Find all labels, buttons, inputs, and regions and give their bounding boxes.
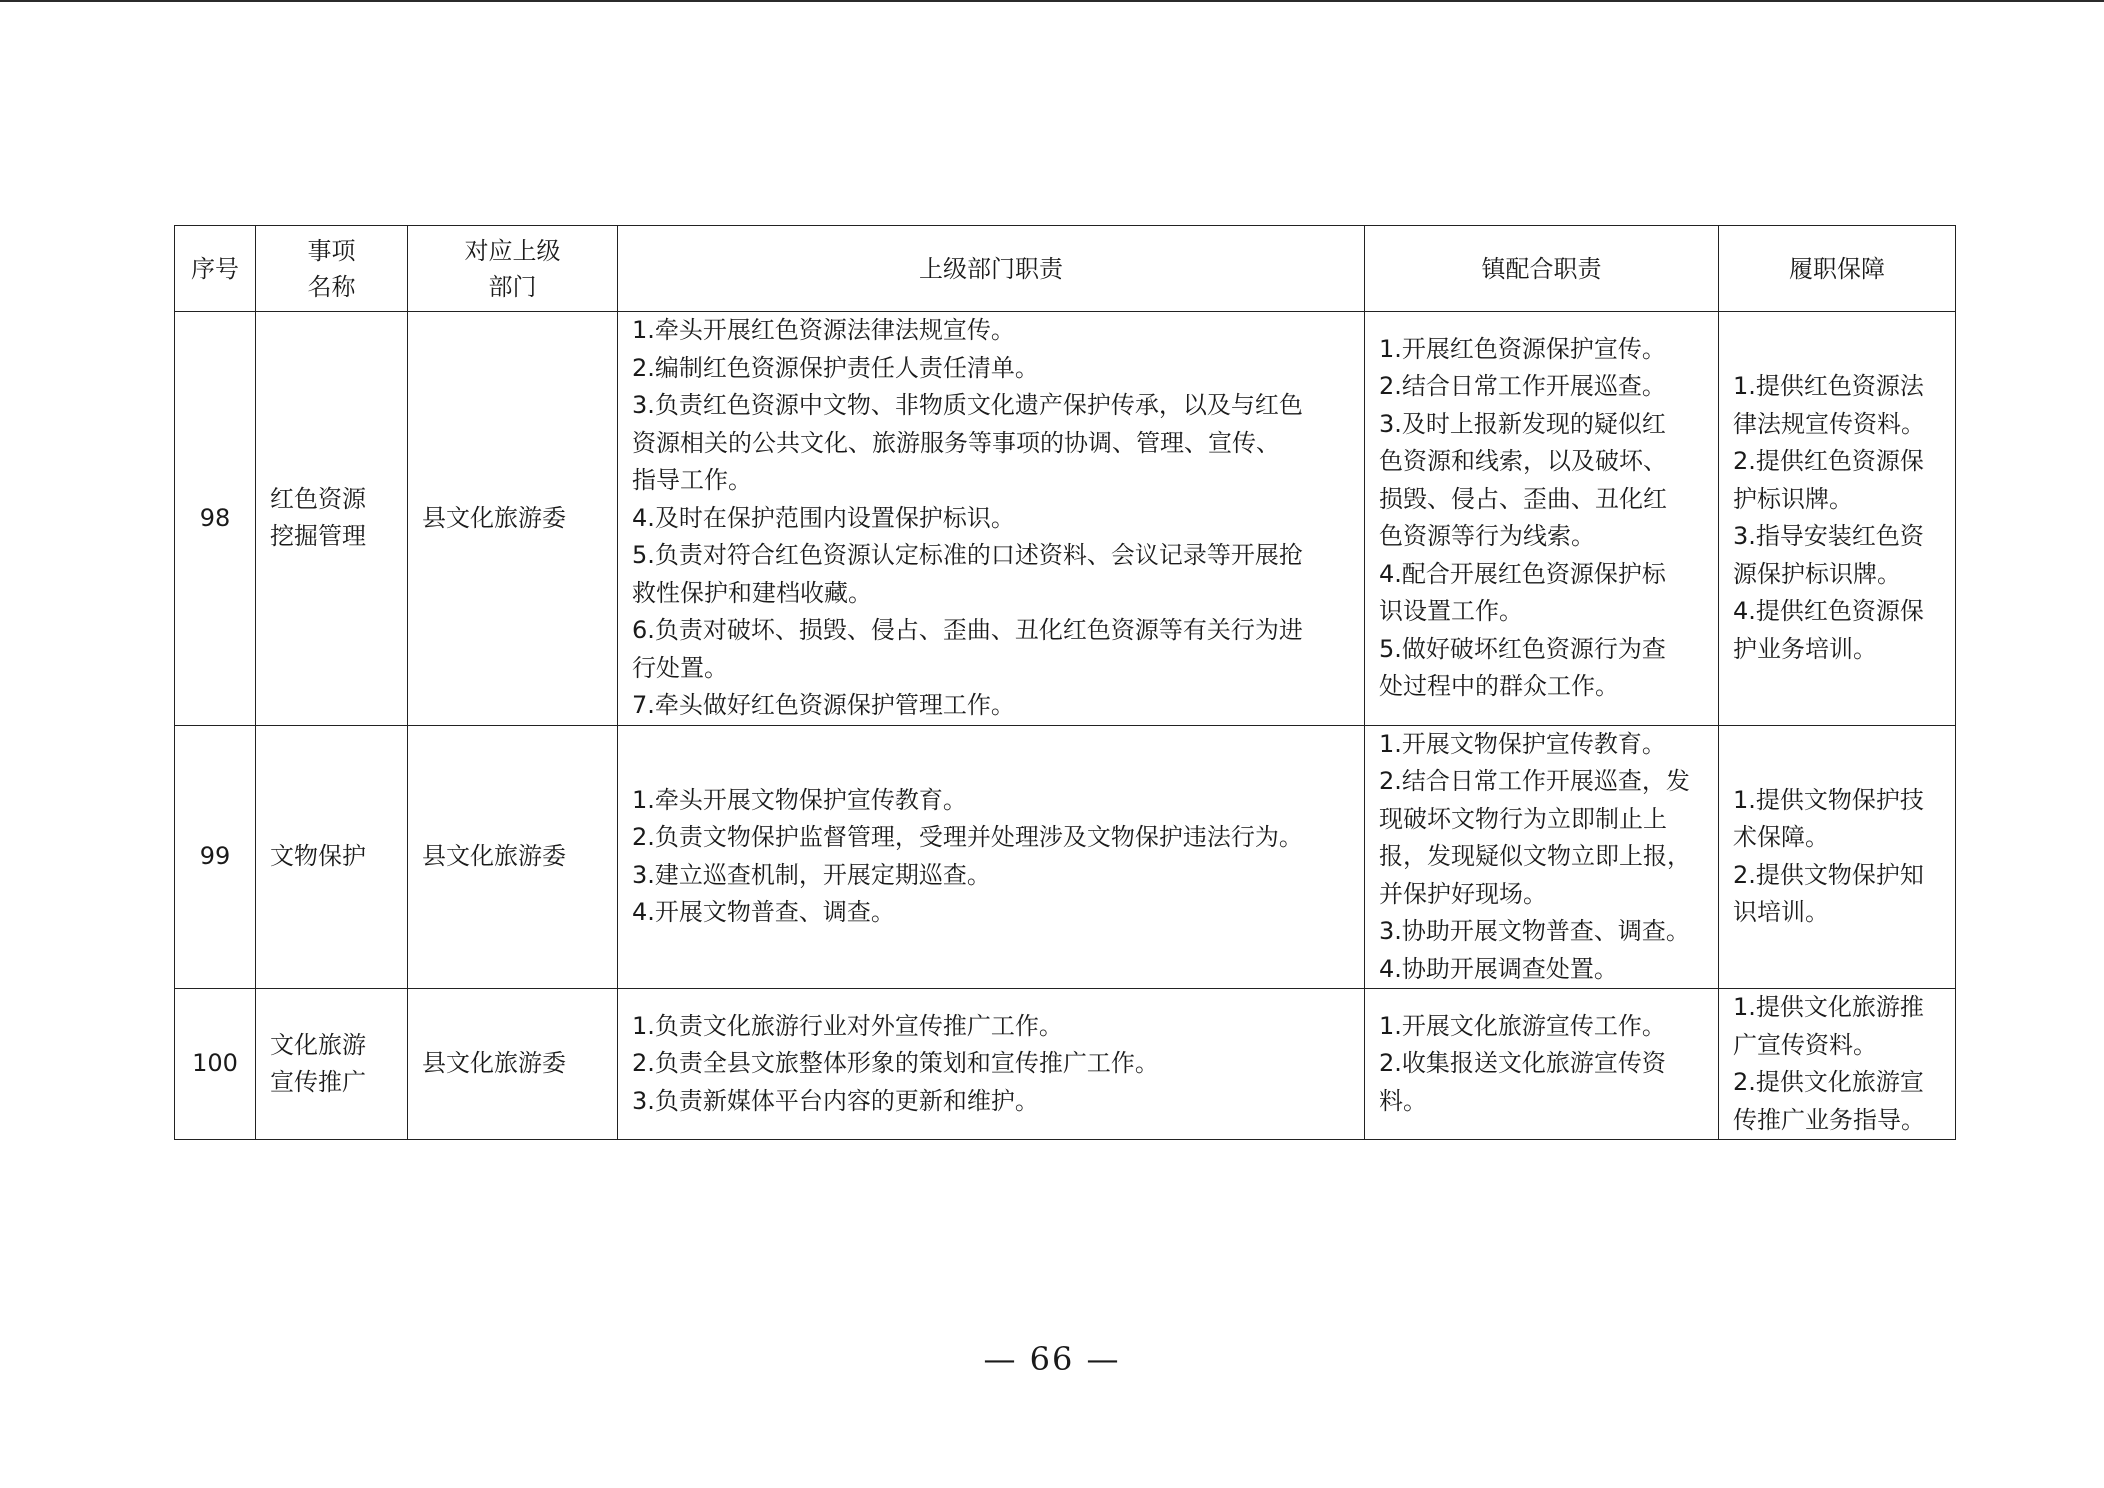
cell-text-line: 行处置。 — [632, 653, 728, 682]
cell-text-line: 处过程中的群众工作。 — [1379, 672, 1619, 701]
header-town-text: 镇配合职责 — [1481, 254, 1602, 283]
cell-text-line: 2.负责文物保护监督管理，受理并处理涉及文物保护违法行为。 — [632, 823, 1303, 852]
cell-text-line: 1.提供文化旅游推 — [1733, 993, 1924, 1021]
cell-text-line: 1.牵头开展红色资源法律法规宣传。 — [632, 316, 1015, 344]
cell-text-line: 5.做好破坏红色资源行为查 — [1379, 634, 1666, 663]
cell-text-line: 6.负责对破坏、损毁、侵占、歪曲、丑化红色资源等有关行为进 — [632, 616, 1303, 644]
cell-text-line: 护业务培训。 — [1733, 634, 1877, 663]
cell-text-line: 救性保护和建档收藏。 — [632, 578, 872, 607]
cell-text-line: 指导工作。 — [632, 466, 752, 494]
cell-text-line: 2.提供红色资源保 — [1733, 447, 1924, 476]
department-cell — [408, 725, 618, 989]
duty-table — [174, 225, 1956, 1140]
guarantee-cell — [1719, 312, 1956, 726]
cell-text-line: 2.负责全县文旅整体形象的策划和宣传推广工作。 — [632, 1049, 1159, 1078]
guarantee-cell — [1719, 989, 1956, 1140]
header-duties-text: 上级部门职责 — [919, 254, 1063, 283]
cell-text-line: 2.收集报送文化旅游宣传资 — [1379, 1049, 1666, 1078]
header-guarantee — [1719, 226, 1956, 312]
header-name — [256, 226, 408, 312]
cell-text-line: 2.编制红色资源保护责任人责任清单。 — [632, 353, 1039, 382]
cell-text-line: 3.建立巡查机制，开展定期巡查。 — [632, 860, 991, 889]
header-dept-line: 对应上级 — [464, 236, 561, 265]
cell-text-line: 7.牵头做好红色资源保护管理工作。 — [632, 691, 1015, 719]
cell-text-line: 识设置工作。 — [1379, 597, 1523, 626]
cell-text-line: 料。 — [1379, 1086, 1427, 1115]
row-number: 100 — [192, 1049, 238, 1078]
department-cell — [408, 312, 618, 726]
cell-text-line: 识培训。 — [1733, 898, 1829, 927]
duties-cell — [618, 725, 1365, 989]
cell-text-line: 3.及时上报新发现的疑似红 — [1379, 409, 1666, 438]
cell-text-line: 文化旅游 — [270, 1030, 366, 1059]
cell-text-line: 报，发现疑似文物立即上报， — [1379, 842, 1691, 870]
cell-text-line: 3.负责新媒体平台内容的更新和维护。 — [632, 1086, 1039, 1115]
guarantee-cell — [1719, 725, 1956, 989]
header-no-text: 序号 — [191, 254, 239, 283]
cell-text-line: 2.提供文化旅游宣 — [1733, 1068, 1924, 1096]
department-text: 县文化旅游委 — [422, 842, 566, 870]
table-row — [175, 989, 1956, 1140]
cell-text-line: 2.结合日常工作开展巡查，发 — [1379, 767, 1690, 795]
cell-text-line: 红色资源 — [270, 484, 366, 513]
header-dept — [408, 226, 618, 312]
cell-text-line: 并保护好现场。 — [1379, 879, 1547, 908]
department-text: 县文化旅游委 — [422, 503, 566, 532]
page-number: — 66 — — [983, 1340, 1121, 1378]
row-number: 98 — [199, 503, 231, 532]
cell-text-line: 1.开展红色资源保护宣传。 — [1379, 334, 1666, 363]
cell-text-line: 1.负责文化旅游行业对外宣传推广工作。 — [632, 1011, 1063, 1040]
department-text: 县文化旅游委 — [422, 1049, 566, 1078]
cell-text-line: 损毁、侵占、歪曲、丑化红 — [1379, 484, 1667, 513]
cell-text-line: 传推广业务指导。 — [1733, 1105, 1925, 1134]
item-name-cell — [256, 725, 408, 989]
town-duties-cell — [1365, 312, 1719, 726]
table-row — [175, 725, 1956, 989]
cell-text-line: 色资源等行为线索。 — [1379, 522, 1595, 551]
cell-text-line: 资源相关的公共文化、旅游服务等事项的协调、管理、宣传、 — [632, 428, 1280, 457]
cell-text-line: 色资源和线索，以及破坏、 — [1379, 447, 1667, 476]
cell-text-line: 2.提供文物保护知 — [1733, 860, 1924, 889]
town-duties-cell — [1365, 989, 1719, 1140]
duties-cell — [618, 989, 1365, 1140]
cell-text-line: 护标识牌。 — [1733, 484, 1853, 513]
header-dept-line: 部门 — [488, 272, 537, 301]
top-border-line — [0, 0, 2104, 2]
duties-cell — [618, 312, 1365, 726]
row-number-cell — [175, 725, 256, 989]
cell-text-line: 术保障。 — [1733, 823, 1829, 852]
cell-text-line: 文物保护 — [270, 842, 366, 870]
cell-text-line: 宣传推广 — [270, 1068, 366, 1096]
cell-text-line: 1.提供红色资源法 — [1733, 372, 1924, 401]
cell-text-line: 4.配合开展红色资源保护标 — [1379, 559, 1666, 588]
header-duties — [618, 226, 1365, 312]
cell-text-line: 5.负责对符合红色资源认定标准的口述资料、会议记录等开展抢 — [632, 541, 1303, 569]
cell-text-line: 1.开展文化旅游宣传工作。 — [1379, 1011, 1666, 1040]
header-name-line: 事项 — [307, 236, 356, 265]
town-duties-cell — [1365, 725, 1719, 989]
item-name-cell — [256, 989, 408, 1140]
row-number: 99 — [199, 842, 231, 870]
row-number-cell — [175, 989, 256, 1140]
cell-text-line: 源保护标识牌。 — [1733, 559, 1901, 588]
header-guarantee-text: 履职保障 — [1789, 254, 1885, 283]
cell-text-line: 广宣传资料。 — [1733, 1030, 1877, 1059]
cell-text-line: 1.开展文物保护宣传教育。 — [1379, 729, 1666, 758]
header-name-line: 名称 — [307, 272, 356, 301]
cell-text-line: 1.提供文物保护技 — [1733, 785, 1924, 814]
cell-text-line: 4.开展文物普查、调查。 — [632, 898, 895, 927]
department-cell — [408, 989, 618, 1140]
cell-text-line: 4.及时在保护范围内设置保护标识。 — [632, 503, 1015, 532]
row-number-cell — [175, 312, 256, 726]
cell-text-line: 1.牵头开展文物保护宣传教育。 — [632, 785, 967, 814]
cell-text-line: 2.结合日常工作开展巡查。 — [1379, 372, 1666, 401]
table-header-row — [175, 226, 1956, 312]
cell-text-line: 现破坏文物行为立即制止上 — [1379, 804, 1667, 833]
cell-text-line: 挖掘管理 — [270, 522, 366, 551]
table-row — [175, 312, 1956, 726]
cell-text-line: 3.协助开展文物普查、调查。 — [1379, 917, 1690, 945]
cell-text-line: 4.提供红色资源保 — [1733, 597, 1924, 626]
cell-text-line: 律法规宣传资料。 — [1733, 409, 1925, 438]
cell-text-line: 3.指导安装红色资 — [1733, 522, 1924, 551]
header-no — [175, 226, 256, 312]
item-name-cell — [256, 312, 408, 726]
header-town — [1365, 226, 1719, 312]
cell-text-line: 3.负责红色资源中文物、非物质文化遗产保护传承，以及与红色 — [632, 391, 1303, 419]
cell-text-line: 4.协助开展调查处置。 — [1379, 954, 1618, 983]
